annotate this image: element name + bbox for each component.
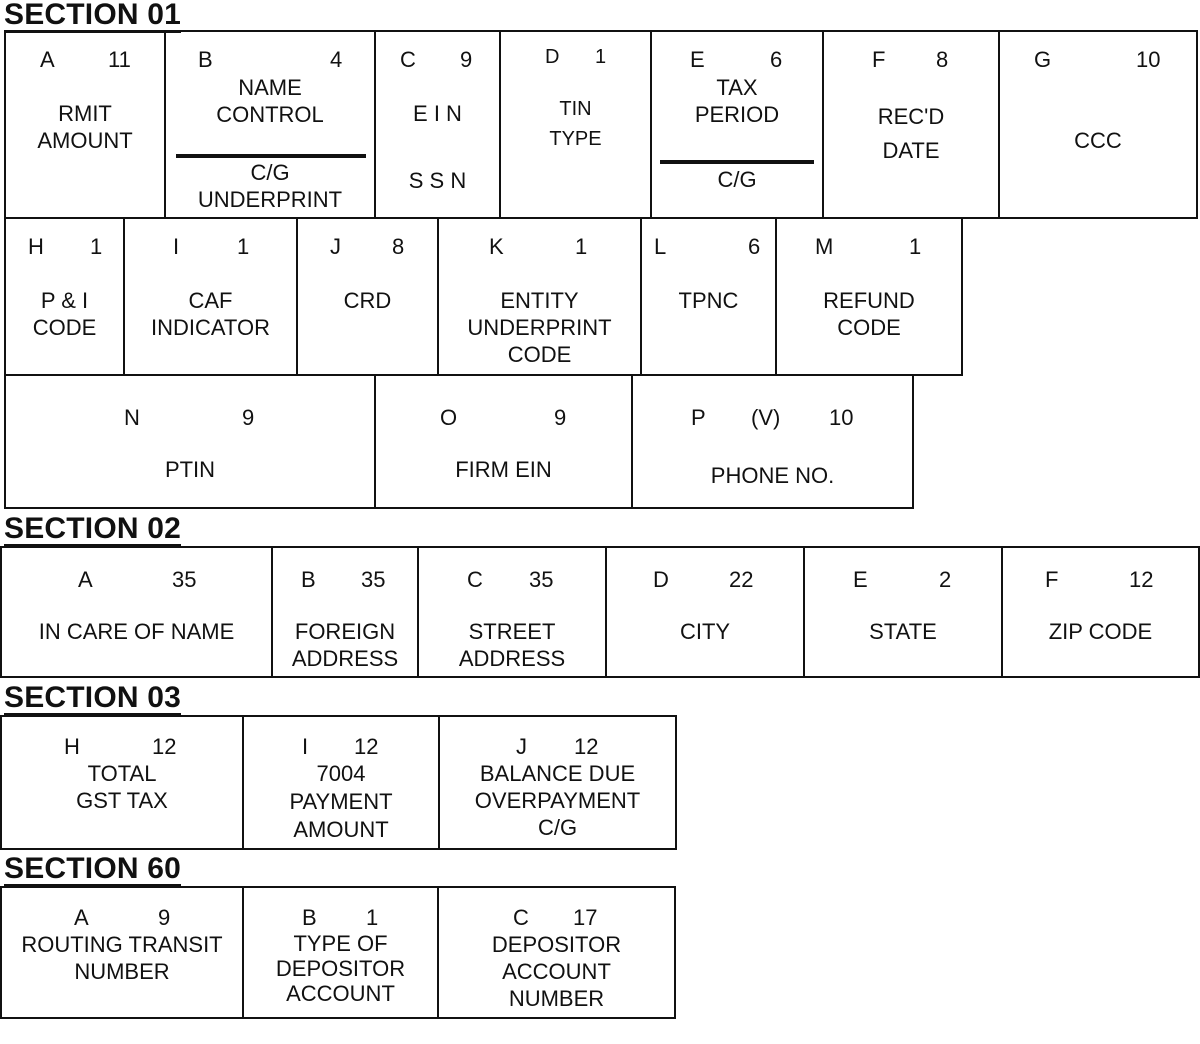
field-label-line: E I N: [413, 101, 462, 126]
field-letter: J: [330, 234, 341, 259]
field-letter: L: [654, 234, 667, 259]
field-cell-state: [805, 548, 1003, 676]
field-length: 6: [748, 234, 761, 259]
field-cell-foreign-address: [273, 548, 419, 676]
field-label-line: CCC: [1074, 128, 1122, 153]
field-label-line: CITY: [679, 619, 731, 644]
field-label-line: CONTROL: [216, 102, 324, 127]
field-label-line: ACCOUNT: [502, 959, 611, 984]
field-length: 2: [939, 567, 952, 592]
field-cell-ccc: [1000, 32, 1196, 217]
field-length: 6: [770, 47, 783, 72]
field-length: 10: [1136, 47, 1161, 72]
field-cell-tin-type: [501, 32, 652, 217]
field-length: 1: [595, 46, 607, 68]
field-length: 12: [354, 734, 379, 759]
field-label-line: REFUND: [823, 288, 915, 313]
field-label-line: DEPOSITOR: [275, 956, 406, 981]
field-label-line: TYPE: [549, 128, 602, 150]
field-length: 10: [829, 405, 854, 430]
field-cell-ptin: [6, 376, 376, 507]
section-01-row-3: [4, 374, 914, 509]
field-cell-total-gst-tax: [2, 717, 244, 848]
field-label-line: STREET: [468, 619, 556, 644]
section-title-02: SECTION 02: [4, 512, 182, 545]
section-title-01: SECTION 01: [4, 0, 182, 31]
field-length: 9: [158, 905, 171, 930]
field-letter: D: [653, 567, 669, 592]
field-label-line: NUMBER: [508, 986, 605, 1011]
field-label-line: PERIOD: [694, 102, 780, 127]
field-length: 1: [237, 234, 250, 259]
field-cell-p-i-code: [6, 219, 125, 374]
field-length: 1: [575, 234, 588, 259]
field-label-line: C/G: [537, 815, 578, 840]
field-label-line: GST TAX: [76, 788, 168, 813]
field-letter: J: [516, 734, 527, 759]
field-cell-crd: [298, 219, 439, 374]
field-label-line: CAF: [188, 288, 233, 313]
field-letter: E: [853, 567, 868, 592]
field-letter: G: [1034, 47, 1052, 72]
field-cell-type-of-depositor-account: [244, 888, 439, 1017]
field-length: 1: [90, 234, 103, 259]
field-letter: P: [691, 405, 706, 430]
field-letter: H: [28, 234, 44, 259]
section-title-03: SECTION 03: [4, 681, 182, 714]
field-cell-ein-ssn: [376, 32, 501, 217]
field-label-line: AMOUNT: [37, 128, 133, 153]
field-letter: E: [690, 47, 705, 72]
field-length: 17: [573, 905, 598, 930]
field-letter: A: [74, 905, 89, 930]
field-cell-tpnc: [642, 219, 777, 374]
field-label-line: TYPE OF: [293, 931, 388, 956]
field-label-line: TAX: [716, 75, 758, 100]
field-length: 12: [574, 734, 599, 759]
field-label-line: CODE: [32, 315, 97, 340]
field-letter: F: [872, 47, 886, 72]
field-letter: B: [301, 567, 316, 592]
field-label-line: DATE: [882, 138, 940, 163]
field-label-line: 7004: [316, 761, 366, 786]
field-letter: F: [1045, 567, 1059, 592]
field-sublabel-line: UNDERPRINT: [197, 187, 343, 212]
field-letter: D: [545, 46, 560, 68]
field-length: 22: [729, 567, 754, 592]
field-label-line: TOTAL: [87, 761, 157, 786]
field-label-line: CODE: [837, 315, 901, 340]
field-label-line: NAME: [238, 75, 302, 100]
field-sublabel-line: C/G: [250, 160, 290, 185]
field-label-line: ROUTING TRANSIT: [21, 932, 223, 957]
field-cell-phone-no: [633, 376, 912, 507]
field-label-line: INDICATOR: [151, 315, 270, 340]
field-sublabel-line: C/G: [717, 167, 757, 192]
field-letter: N: [124, 405, 140, 430]
field-length: 12: [152, 734, 177, 759]
field-label-line: PAYMENT: [289, 789, 393, 814]
section-03-row: [0, 715, 677, 850]
field-length: 9: [242, 405, 255, 430]
field-letter: M: [815, 234, 834, 259]
field-cell-rmit-amount: [6, 32, 166, 217]
field-letter: B: [302, 905, 317, 930]
field-length: 9: [460, 47, 473, 72]
field-length: 35: [361, 567, 386, 592]
field-sublabel-line: S S N: [408, 168, 467, 193]
field-label-line: ADDRESS: [458, 646, 566, 671]
field-label-line: TPNC: [678, 288, 739, 313]
field-letter: B: [198, 47, 213, 72]
field-length: 1: [909, 234, 922, 259]
field-length: 4: [330, 47, 343, 72]
field-label-line: ACCOUNT: [286, 981, 395, 1006]
field-cell-recd-date: [824, 32, 1000, 217]
field-label-line: NUMBER: [74, 959, 170, 984]
field-label-line: STATE: [869, 619, 937, 644]
field-letter: O: [440, 405, 458, 430]
field-cell-refund-code: [777, 219, 961, 374]
field-label-line: ENTITY: [500, 288, 579, 313]
field-letter: A: [78, 567, 93, 592]
field-label-line: DEPOSITOR: [491, 932, 622, 957]
field-label-line: FOREIGN: [294, 619, 396, 644]
field-cell-city: [607, 548, 805, 676]
field-label-line: PTIN: [164, 457, 216, 482]
field-letter: C: [467, 567, 483, 592]
field-variant: (V): [751, 405, 781, 430]
field-divider: [660, 160, 814, 164]
field-cell-entity-underprint-code: [439, 219, 642, 374]
field-label-line: ADDRESS: [291, 646, 399, 671]
field-label-line: UNDERPRINT: [467, 315, 612, 340]
field-cell-street-address: [419, 548, 607, 676]
section-02-row: [0, 546, 1200, 678]
field-label-line: OVERPAYMENT: [474, 788, 641, 813]
field-letter: H: [64, 734, 80, 759]
field-divider: [176, 154, 366, 158]
field-label-line: REC'D: [877, 104, 945, 129]
field-label-line: BALANCE DUE: [479, 761, 636, 786]
field-label-line: CODE: [507, 342, 572, 367]
field-label-line: PHONE NO.: [710, 463, 835, 488]
field-cell-name-control: [166, 32, 376, 217]
field-cell-7004-payment-amount: [244, 717, 440, 848]
field-cell-routing-transit-number: [2, 888, 244, 1017]
section-60-row: [0, 886, 676, 1019]
field-length: 8: [392, 234, 405, 259]
field-letter: C: [400, 47, 416, 72]
section-01-row-1: [4, 30, 1198, 219]
section-title-60: SECTION 60: [4, 852, 182, 885]
field-length: 35: [529, 567, 554, 592]
field-cell-firm-ein: [376, 376, 633, 507]
field-cell-zip-code: [1003, 548, 1198, 676]
field-length: 12: [1129, 567, 1154, 592]
field-length: 11: [108, 47, 131, 72]
field-label-line: AMOUNT: [293, 817, 389, 842]
field-cell-tax-period: [652, 32, 824, 217]
field-letter: I: [173, 234, 180, 259]
field-letter: C: [513, 905, 529, 930]
field-cell-depositor-account-number: [439, 888, 674, 1017]
field-length: 1: [366, 905, 379, 930]
field-cell-in-care-of-name: [2, 548, 273, 676]
field-letter: I: [302, 734, 309, 759]
field-label-line: TIN: [559, 98, 592, 120]
field-cell-balance-due-overpayment: [440, 717, 675, 848]
section-01-row-2: [4, 217, 963, 376]
field-label-line: P & I: [40, 288, 89, 313]
field-label-line: IN CARE OF NAME: [38, 619, 235, 644]
field-label-line: CRD: [343, 288, 392, 313]
field-length: 8: [936, 47, 949, 72]
field-label-line: ZIP CODE: [1048, 619, 1153, 644]
field-label-line: RMIT: [58, 101, 112, 126]
field-letter: K: [489, 234, 504, 259]
field-length: 9: [554, 405, 567, 430]
field-letter: A: [40, 47, 55, 72]
field-length: 35: [172, 567, 197, 592]
field-cell-caf-indicator: [125, 219, 298, 374]
field-label-line: FIRM EIN: [455, 457, 552, 482]
